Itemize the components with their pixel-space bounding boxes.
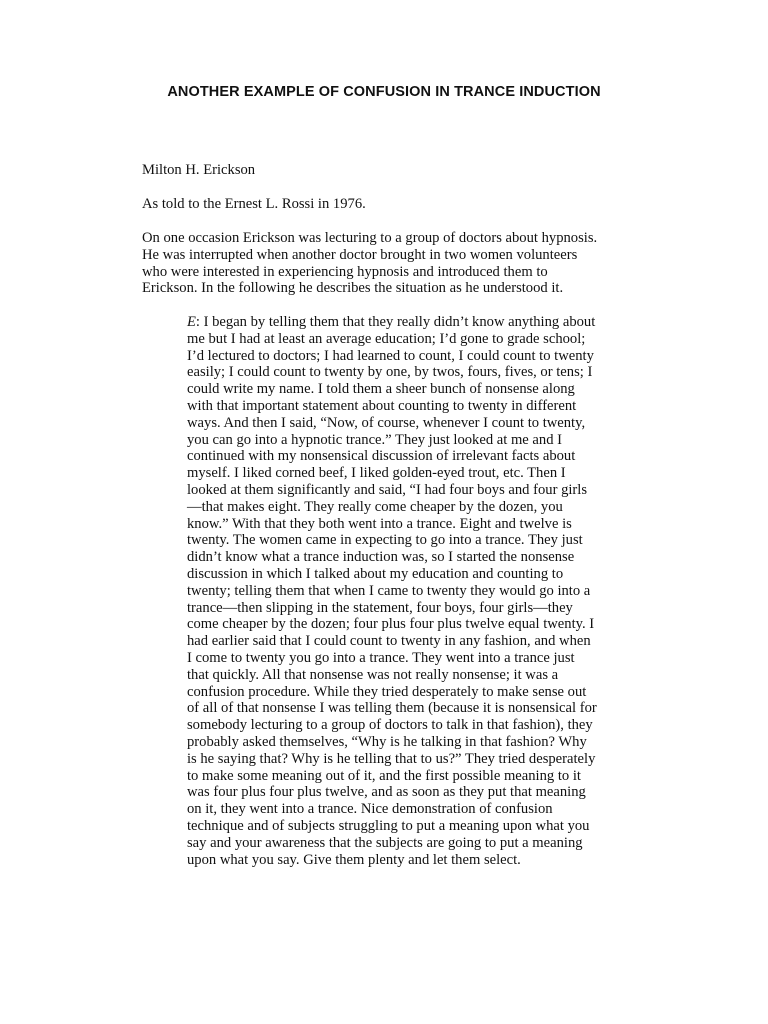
author-line: Milton H. Erickson xyxy=(142,162,256,178)
intro-line: who were interested in experiencing hypnosis and introduced them to xyxy=(142,263,548,280)
quote-line: somebody lecturing to a group of doctors to talk in that fashion), they xyxy=(187,717,593,734)
quote-line: that quickly. All that nonsense was not really nonsense; it was a xyxy=(187,666,559,683)
quote-line: you can go into a hypnotic trance.” They just looked at me and I xyxy=(187,431,563,448)
quote-line: —that makes eight. They really come cheaper by the dozen, you xyxy=(187,498,563,515)
quote-line: continued with my nonsensical discussion of irrelevant facts about xyxy=(187,448,576,465)
quote-line: I’d lectured to doctors; I had learned to count, I could count to twenty xyxy=(187,347,594,364)
quoted-passage xyxy=(187,314,627,868)
quote-line: didn’t know what a trance induction was, so I started the nonsense xyxy=(187,549,575,566)
quote-lines xyxy=(187,331,627,869)
quote-line: is he saying that? Why is he telling that to us?” They tried desperately xyxy=(187,750,596,767)
quote-line: probably asked themselves, “Why is he talking in that fashion? Why xyxy=(187,733,587,750)
quote-line: could write my name. I told them a sheer bunch of nonsense along xyxy=(187,381,575,398)
quote-line: confusion procedure. While they tried desperately to make sense out xyxy=(187,683,587,700)
quote-line: upon what you say. Give them plenty and let them select. xyxy=(187,851,521,868)
quote-line: twenty; telling them that when I came to twenty they would go into a xyxy=(187,582,591,599)
intro-line: He was interrupted when another doctor brought in two women volunteers xyxy=(142,246,578,263)
quote-line: ways. And then I said, “Now, of course, whenever I count to twenty, xyxy=(187,414,586,431)
quote-line xyxy=(187,314,627,331)
quote-line: technique and of subjects struggling to put a meaning upon what you xyxy=(187,817,590,834)
quote-line: on it, they went into a trance. Nice demonstration of confusion xyxy=(187,801,553,818)
quote-line: twenty. The women came in expecting to go into a trance. They just xyxy=(187,532,583,549)
quote-line: trance—then slipping in the statement, four boys, four girls—they xyxy=(187,599,573,616)
quote-line: to make some meaning out of it, and the first possible meaning to it xyxy=(187,767,581,784)
quote-line: say and your awareness that the subjects are going to put a meaning xyxy=(187,834,583,851)
quote-line: myself. I liked corned beef, I liked golden-eyed trout, etc. Then I xyxy=(187,465,566,482)
attribution-line: As told to the Ernest L. Rossi in 1976. xyxy=(142,196,366,212)
quote-line: come cheaper by the dozen; four plus four plus twelve equal twenty. I xyxy=(187,616,595,633)
quote-line: was four plus four plus twelve, and as soon as they put that meaning xyxy=(187,784,586,801)
quote-line: discussion in which I talked about my education and counting to xyxy=(187,565,564,582)
quote-first-line-text: : I began by telling them that they really didn’t know anything about xyxy=(195,314,596,330)
quote-line: with that important statement about counting to twenty in different xyxy=(187,397,577,414)
quote-line: had earlier said that I could count to twenty in any fashion, and when xyxy=(187,633,591,650)
speaker-label: E xyxy=(187,314,196,330)
document-title: ANOTHER EXAMPLE OF CONFUSION IN TRANCE INDUCTION xyxy=(167,84,601,100)
intro-line: Erickson. In the following he describes the situation as he understood it. xyxy=(142,280,564,297)
quote-line: me but I had at least an average education; I’d gone to grade school; xyxy=(187,330,586,347)
intro-line: On one occasion Erickson was lecturing to a group of doctors about hypnosis. xyxy=(142,230,598,246)
quote-line: easily; I could count to twenty by one, by twos, fours, fives, or tens; I xyxy=(187,364,593,381)
intro-paragraph xyxy=(142,230,632,297)
quote-line: I come to twenty you go into a trance. They went into a trance just xyxy=(187,649,575,666)
quote-line: looked at them significantly and said, “I had four boys and four girls xyxy=(187,481,588,498)
quote-line: of all of that nonsense I was telling them (because it is nonsensical for xyxy=(187,700,597,717)
quote-line: know.” With that they both went into a trance. Eight and twelve is xyxy=(187,515,572,532)
